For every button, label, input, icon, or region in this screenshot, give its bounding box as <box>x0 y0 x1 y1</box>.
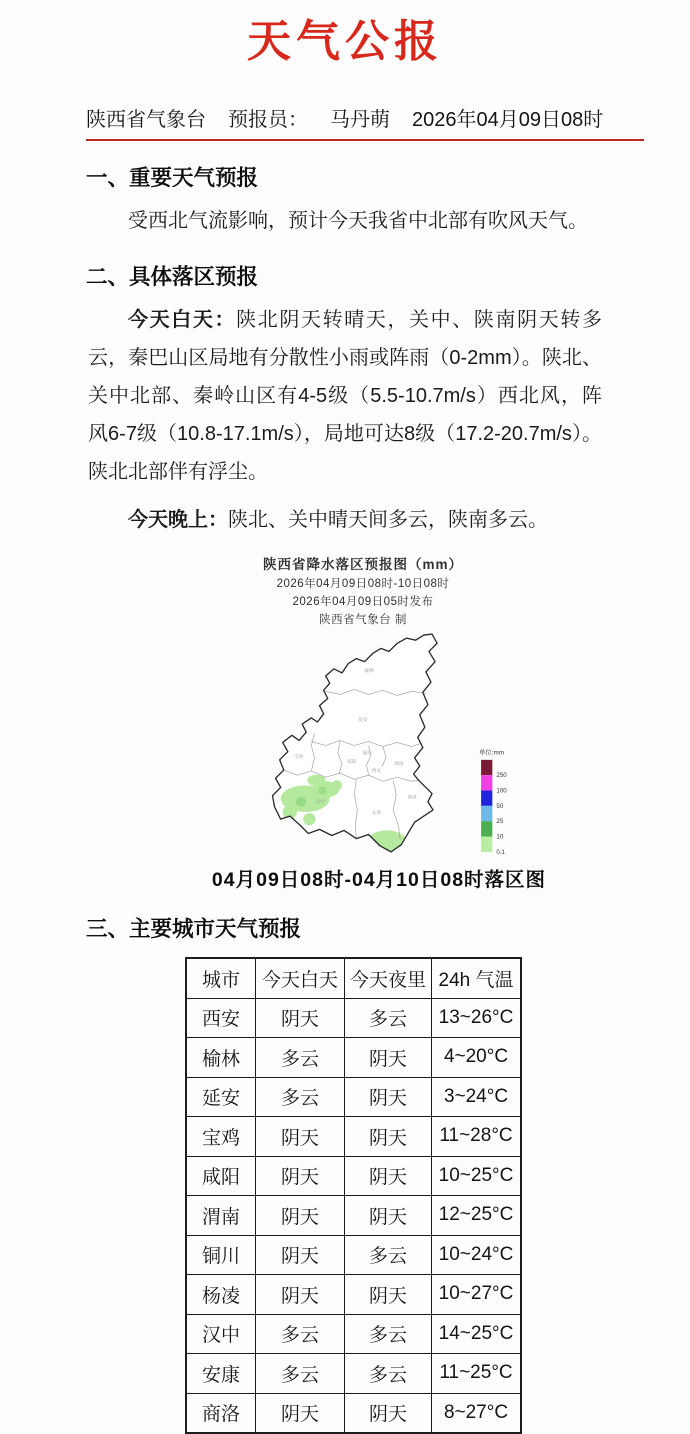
page-title: 天气公报 <box>247 17 443 66</box>
province-fill <box>273 634 438 852</box>
cell-city: 汉中 <box>186 1314 256 1354</box>
cell-night: 阴天 <box>345 1117 432 1157</box>
cell-night: 阴天 <box>345 1275 432 1315</box>
map-city-label: 西安 <box>371 768 382 774</box>
cell-city: 西安 <box>186 998 256 1038</box>
legend-label: 100 <box>496 787 507 795</box>
cell-temp: 10~25°C <box>432 1156 522 1196</box>
forecaster-name: 马丹萌 <box>330 109 390 131</box>
map-city-label: 安康 <box>371 810 382 816</box>
legend-band <box>481 837 492 852</box>
table-row <box>186 998 521 1038</box>
map-city-label: 榆林 <box>364 667 374 673</box>
cell-night: 多云 <box>345 998 432 1038</box>
meta-line <box>86 103 644 141</box>
cell-temp: 8~27°C <box>432 1393 522 1433</box>
section2-heading: 二、具体落区预报 <box>86 265 259 289</box>
table-header-row <box>186 958 521 998</box>
cell-day: 多云 <box>256 1314 345 1354</box>
cell-temp: 12~25°C <box>432 1196 522 1236</box>
cell-city: 安康 <box>186 1354 256 1394</box>
cell-city: 宝鸡 <box>186 1117 256 1157</box>
cell-night: 多云 <box>345 1354 432 1394</box>
forecaster-label: 预报员： <box>228 109 308 131</box>
cell-day: 阴天 <box>256 998 345 1038</box>
header-city: 城市 <box>186 958 256 998</box>
cell-day: 阴天 <box>256 1275 345 1315</box>
section2-day-paragraph <box>88 301 602 491</box>
cell-city: 延安 <box>186 1077 256 1117</box>
cell-city: 铜川 <box>186 1235 256 1275</box>
map-valid-period: 2026年04月09日08时-10日08时 <box>276 578 450 590</box>
table-row <box>186 1038 521 1078</box>
header-day: 今天白天 <box>256 958 345 998</box>
cell-temp: 13~26°C <box>432 998 522 1038</box>
precipitation-map-figure <box>0 553 690 892</box>
city-weather-table <box>185 957 522 1434</box>
map-title-block <box>0 553 690 627</box>
table-row <box>186 1196 521 1236</box>
cell-night: 阴天 <box>345 1156 432 1196</box>
section2-night-paragraph <box>88 501 602 539</box>
cell-day: 阴天 <box>256 1117 345 1157</box>
section1-heading: 一、重要天气预报 <box>86 166 259 190</box>
cell-day: 阴天 <box>256 1156 345 1196</box>
table-row <box>186 1354 521 1394</box>
day-label: 今天白天： <box>128 309 237 331</box>
legend-band <box>481 775 492 790</box>
cell-night: 阴天 <box>345 1196 432 1236</box>
section3-heading: 三、主要城市天气预报 <box>86 917 302 941</box>
cell-day: 阴天 <box>256 1393 345 1433</box>
legend-color-bands <box>481 760 492 852</box>
map-city-label: 咸阳 <box>347 758 357 764</box>
cell-city: 杨凌 <box>186 1275 256 1315</box>
legend-band <box>481 806 492 821</box>
map-producer: 陕西省气象台 制 <box>319 614 407 626</box>
cell-temp: 10~27°C <box>432 1275 522 1315</box>
cell-temp: 4~20°C <box>432 1038 522 1078</box>
cell-night: 多云 <box>345 1314 432 1354</box>
shaanxi-precipitation-map <box>258 631 514 858</box>
weather-table-body <box>186 998 521 1433</box>
cell-city: 榆林 <box>186 1038 256 1078</box>
legend-band <box>481 821 492 836</box>
cell-temp: 14~25°C <box>432 1314 522 1354</box>
day-text: 陕北阴天转晴天，关中、陕南阴天转多云，秦巴山区局地有分散性小雨或阵雨（0-2mm）。陕北、关中北部、秦岭山区有4-5级（5.5-10.7m/s）西北风，阵风6-7级（10.8-17.1m/s），局地可达8级（17.2-20.7m/s）。陕北北部伴有浮尘。 <box>88 309 603 483</box>
legend-label: 250 <box>496 772 507 780</box>
cell-day: 多云 <box>256 1077 345 1117</box>
table-row <box>186 1117 521 1157</box>
table-head <box>186 958 521 998</box>
legend-label: 50 <box>496 802 504 810</box>
map-issue-time: 2026年04月09日05时发布 <box>292 596 434 608</box>
table-row <box>186 1077 521 1117</box>
issued-datetime: 2026年04月09日08时 <box>412 109 604 131</box>
map-legend <box>479 748 507 856</box>
map-caption: 04月09日08时-04月10日08时落区图 <box>211 869 547 891</box>
header-night: 今天夜里 <box>345 958 432 998</box>
cell-night: 多云 <box>345 1235 432 1275</box>
legend-band <box>481 760 492 775</box>
map-city-label: 汉中 <box>315 798 325 804</box>
map-city-label: 铜川 <box>362 750 372 756</box>
cell-city: 商洛 <box>186 1393 256 1433</box>
legend-label: 25 <box>496 818 504 826</box>
map-city-label: 商洛 <box>407 794 417 800</box>
table-row <box>186 1156 521 1196</box>
map-city-label: 渭南 <box>394 760 404 766</box>
map-city-label: 宝鸡 <box>293 753 304 759</box>
night-label: 今天晚上： <box>128 509 228 531</box>
agency-name: 陕西省气象台 <box>86 109 206 131</box>
table-row <box>186 1275 521 1315</box>
map-title: 陕西省降水落区预报图（mm） <box>262 557 463 572</box>
header-temp: 24h 气温 <box>432 958 522 998</box>
cell-day: 阴天 <box>256 1235 345 1275</box>
table-row <box>186 1235 521 1275</box>
cell-city: 渭南 <box>186 1196 256 1236</box>
night-text: 陕北、关中晴天间多云，陕南多云。 <box>228 509 548 531</box>
cell-night: 阴天 <box>345 1077 432 1117</box>
cell-temp: 11~28°C <box>432 1117 522 1157</box>
weather-bulletin-page <box>0 14 690 1426</box>
legend-label: 10 <box>496 833 504 841</box>
cell-day: 多云 <box>256 1354 345 1394</box>
map-city-label: 延安 <box>358 716 368 722</box>
section1-paragraph: 受西北气流影响，预计今天我省中北部有吹风天气。 <box>128 210 588 232</box>
cell-day: 多云 <box>256 1038 345 1078</box>
cell-city: 咸阳 <box>186 1156 256 1196</box>
table-row <box>186 1393 521 1433</box>
cell-temp: 10~24°C <box>432 1235 522 1275</box>
legend-value-labels <box>496 772 507 856</box>
cell-temp: 11~25°C <box>432 1354 522 1394</box>
cell-day: 阴天 <box>256 1196 345 1236</box>
cell-night: 阴天 <box>345 1393 432 1433</box>
legend-band <box>481 791 492 806</box>
legend-label: 0.1 <box>496 848 505 856</box>
cell-temp: 3~24°C <box>432 1077 522 1117</box>
table-row <box>186 1314 521 1354</box>
legend-title: 单位:mm <box>479 749 505 757</box>
cell-night: 阴天 <box>345 1038 432 1078</box>
